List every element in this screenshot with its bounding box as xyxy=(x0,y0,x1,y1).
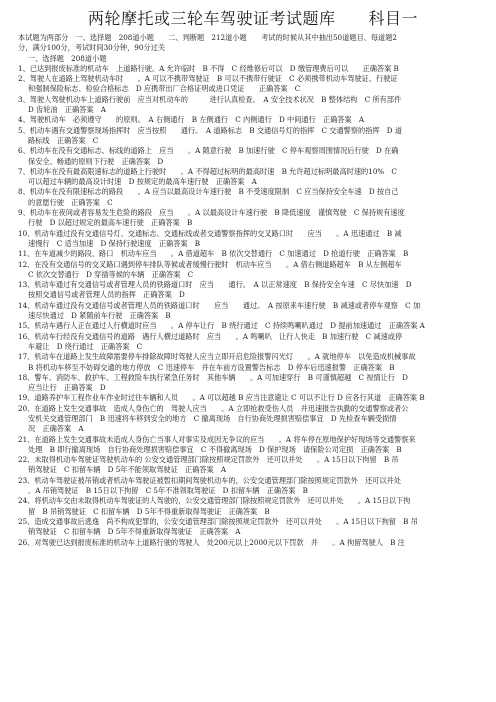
question-line: 20、在道路上发生交通事故 造成人身伤亡的 驾驶人应当 。A 立即抢救受伤人员 并迅速报告执勤的交通警察或者公 xyxy=(18,403,409,413)
question-line: 12、在没有交通信号的交叉路口遇到停车排队等候或者缓慢行驶时 机动车应当 。A 借右侧道路超车 B 从左侧超车 xyxy=(18,259,402,269)
question-item xyxy=(18,321,488,331)
question-line: 14、机动车通过没有交通信号或者管理人员的铁路道口时 应当 通过。 A 按原来车速行驶 B 减速或者停车观察 C 加 xyxy=(18,300,421,310)
question-continuation: 速尽快通过 D 紧随前车行驶 正确答案 B xyxy=(28,311,171,321)
question-line: 13、机动车通过有交通信号或者管理人员的铁路道口时 应当 通行。 A 以正常速度 B 保持安全车速 C 尽快加速 D xyxy=(18,280,412,290)
question-line: 6、机动车在没有交通标志、标线的道路上 应当 。A 随意行驶 B 加速行驶 C 停车观察周围情况后行驶 D 在确 xyxy=(18,146,399,156)
question-continuation: 可以超过车辆的最高设计时速 D 按规定的最高车速行驶 正确答案 A xyxy=(28,177,257,187)
question-continuation: 行驶 D 以超过规定的最高车速行驶 正确答案 B xyxy=(28,218,193,228)
question-item xyxy=(18,393,488,403)
question-continuation: D 齿轮油 正确答案 A xyxy=(28,105,106,115)
question-item xyxy=(18,280,488,301)
question-continuation: 和强制保险标志、检验合格标志 D 应携带出厂合格证明或进口凭证 正确答案 C xyxy=(28,84,301,94)
question-item xyxy=(18,187,488,208)
question-item xyxy=(18,455,488,476)
question-line: 22、未取得机动车驾驶证驾驶机动车的 公安交通管理部门除按照规定罚款外 还可以并处 。A 15日以下拘留 B 吊 xyxy=(18,455,399,465)
question-item xyxy=(18,167,488,188)
question-continuation: 车避让 D 绕行通过 正确答案 C xyxy=(28,341,143,351)
question-item xyxy=(18,126,488,147)
intro-line: 分，满分100分，考试时间30分钟，90分过关 xyxy=(18,43,166,53)
question-line: 1、已达到报废标准的机动车 上道路行驶。A 允许临时 B 不得 C 经维修后可以 D 缴管理费后可以 正确答案 B xyxy=(18,63,399,73)
question-continuation: 应当让行 正确答案 D xyxy=(28,383,106,393)
question-line: 9、机动车在夜间或者容易发生危险的路段 应当 。A 以最高设计车速行驶 B 降低速度 谨慎驾驶 C 保持规有速度 xyxy=(18,208,405,218)
question-line: 21、在道路上发生交通事故未造成人身伤亡当事人对事实及成因无争议的应当 。A 将车停在原地保护好现场等交通警察来 xyxy=(18,434,416,444)
question-item xyxy=(18,95,488,116)
question-line: 16、机动车行经没有交通信号的道路 遇行人横过道路时 应当 。A 鸣喇叭 让行人快走 B 加速行驶 C 减速或停 xyxy=(18,331,403,341)
question-item xyxy=(18,517,488,538)
question-line: 25、造成交通事故后逃逸 尚不构成犯罪的，公安交通管理部门除按照规定罚款外 还可以并处 。A 15日以下拘留 B 吊 xyxy=(18,516,418,526)
section-heading: 一、选择题 208道小题 xyxy=(28,53,107,63)
question-item xyxy=(18,404,488,435)
question-item xyxy=(18,496,488,517)
question-line: 11、在车道减少的路段、路口 机动车应当 。A 借道超车 B 依次交替通行 C 加速通过 D 抢道行驶 正确答案 B xyxy=(18,249,409,259)
question-continuation: C 依次交替通行 D 穿插等候的车辆 正确答案 C xyxy=(28,269,194,279)
question-line: 17、机动车在道路上发生故障需要停车排除故障时驾驶人应当立即开启危险报警闪光灯 。A 就地停车 以免造成机械事故 xyxy=(18,352,416,362)
question-line: 2、驾驶人在道路上驾驶机动车时 。A 可以不携带驾驶证 B 可以不携带行驶证 C 必须携带机动车驾驶证、行驶证 xyxy=(18,74,398,84)
question-line: 24、将机动车交由未取得机动车驾驶证的人驾驶的，公安交通管理部门除按照规定罚款外 还可以并处 。A 15日以下拘 xyxy=(18,496,411,506)
question-item xyxy=(18,538,488,548)
question-continuation: 处理 B 即行撤离现场 自行协商处理损害赔偿事宜 C 不得撤离现场 D 保护现场 请保险公司定损 正确答案 B xyxy=(28,444,402,454)
question-continuation: 保安全、畅通的原则下行驶 正确答案 D xyxy=(28,156,164,166)
question-line: 15、机动车遇行人正在通过人行横道时应当 。A 停车让行 B 绕行通过 C 持续鸣喇叭通过 D 提前加速通过 正确答案 A xyxy=(18,321,425,331)
question-item xyxy=(18,352,488,373)
question-item xyxy=(18,332,488,353)
question-continuation: 按照交通信号或者管理人员的指挥 正确答案 D xyxy=(28,290,185,300)
question-line: 10、机动车通过没有交通信号灯、交通标志、交通标线或者交通警察指挥的交叉路口时 应当 。A 迅速通过 B 减 xyxy=(18,228,402,238)
intro-block xyxy=(18,33,488,64)
question-continuation: 的意愿行驶 正确答案 C xyxy=(28,197,113,207)
question-line: 18、警车、消防车、救护车、工程救险车执行紧急任务时 其他车辆 。A 可加速穿行 B 可谨慎超越 C 视情让行 D xyxy=(18,372,408,382)
question-item xyxy=(18,301,488,322)
question-continuation: 。A 吊销驾驶证 B 15日以下拘留 C 5年不准领取驾驶证 D 扣留车辆 正确答案 B xyxy=(28,486,308,496)
question-line: 5、机动车遇有交通警察现场指挥时 应当按照 通行。 A 道路标志 B 交通信号灯的指挥 C 交通警察的指挥 D 道 xyxy=(18,125,403,135)
question-item xyxy=(18,260,488,281)
question-item xyxy=(18,74,488,95)
question-line: 26、对驾驶已达到报废标准的机动车上道路行驶的驾驶人 处200元以上2000元以下罚款 并 。A 拘留驾驶人 B 注 xyxy=(18,537,405,547)
question-continuation: 销驾驶证 C 扣留车辆 D 5年不得重新取得驾驶证 正确答案 A xyxy=(28,527,241,537)
page-title: 两轮摩托或三轮车驾驶证考试题库 科目一 xyxy=(87,9,418,28)
question-continuation: 速慢行 C 适当加速 D 保持行驶速度 正确答案 B xyxy=(28,238,201,248)
question-line: 8、机动车在没有限速标志的路段 。A 应当以最高设计车速行驶 B 不受速度限制 C 应当保持安全车速 D 按自己 xyxy=(18,187,399,197)
intro-line: 本试题为两部分 一、选择题 208道小题 二、判断题 212道小题 考试的时候从其中抽出50道题目、每道题2 xyxy=(18,33,397,42)
question-item xyxy=(18,476,488,497)
question-line: 23、机动车驾驶证被吊销或者机动车驾驶证被暂扣期间驾驶机动车的，公安交通管理部门除按照规定罚款外 还可以并处 xyxy=(18,475,401,485)
question-line: 19、道路养护车工程作业车作业时过往车辆和人员 。A 可以超越 B 应当注意避让 C 可以不让行 D 应各行其道 正确答案 B xyxy=(18,393,425,403)
question-item xyxy=(18,64,488,74)
question-line: 7、机动车在没有最高限速标志的道路上行驶时 。A 不得超过标明的最高时速 B 允许超过标明最高时速的10% C xyxy=(18,166,397,176)
question-list xyxy=(18,64,488,548)
question-continuation: 况 正确答案 A xyxy=(28,424,84,434)
question-item xyxy=(18,373,488,394)
question-item xyxy=(18,229,488,250)
question-continuation: 路标线 正确答案 C xyxy=(28,135,99,145)
question-item xyxy=(18,146,488,167)
question-item xyxy=(18,249,488,259)
question-continuation: B 将机动车移至不妨碍交通的地方停放 C 迅速停车 并在车前方设置警告标志 D 停车后迅速报警 正确答案 B xyxy=(28,362,395,372)
question-item xyxy=(18,435,488,456)
question-line: 3、驾驶人驾驶机动车上道路行驶前 应当对机动车的 进行认真检查。 A 安全技术状况 B 整体结构 C 所有部件 xyxy=(18,94,402,104)
question-line: 4、驾驶机动车 必须遵守 的原则。 A 右侧通行 B 左侧通行 C 内侧通行 D 中间通行 正确答案 A xyxy=(18,115,365,125)
question-item xyxy=(18,115,488,125)
question-continuation: 留 B 吊销驾驶证 C 扣留车辆 D 5年不得重新取得驾驶证 正确答案 B xyxy=(28,506,270,516)
question-continuation: 销驾驶证 C 扣留车辆 D 5年不能领取驾驶证 正确答案 A xyxy=(28,465,227,475)
question-continuation: 安机关交通管理部门 B 迅速将车移到安全的地方 C 撤离现场 自行协商处理损害赔偿事宜 D 先检查车辆受损情 xyxy=(28,413,397,423)
question-item xyxy=(18,208,488,229)
